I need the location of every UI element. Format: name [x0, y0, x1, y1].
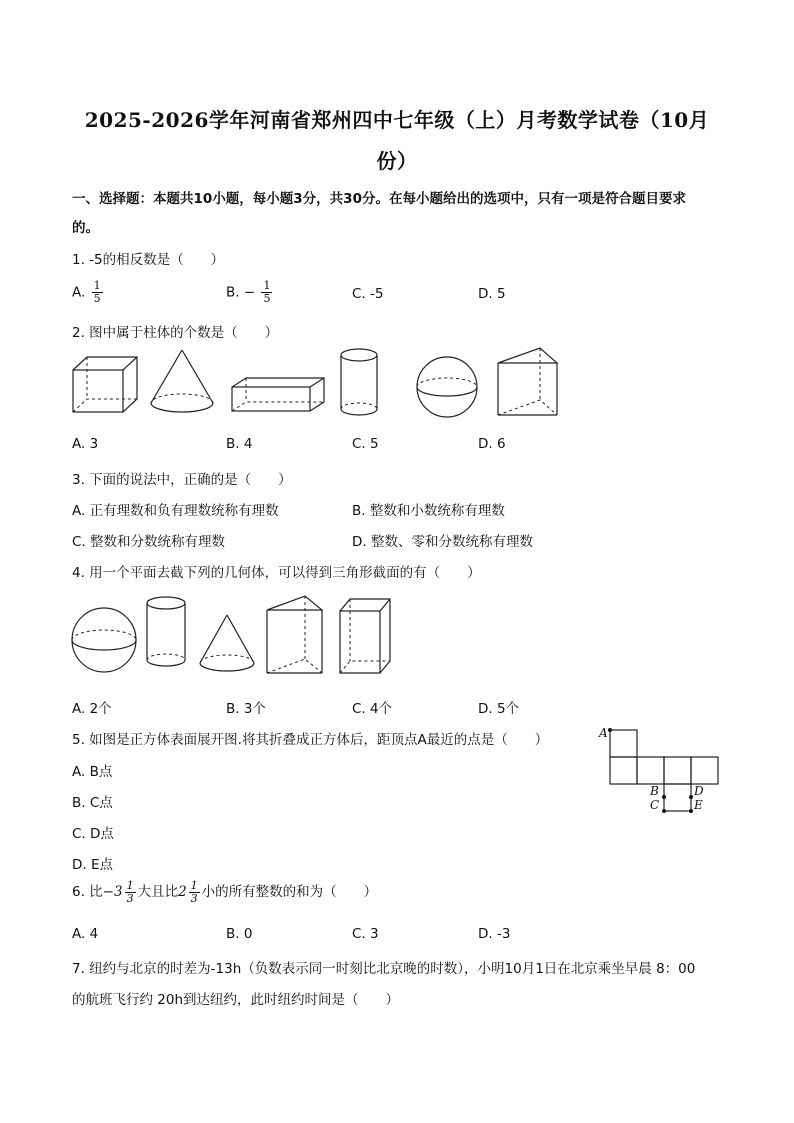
q3-option-c: C. 整数和分数统称有理数: [72, 534, 226, 550]
q1-a-prefix: A.: [72, 284, 86, 301]
q2-stem: 2. 图中属于柱体的个数是（ ）: [72, 325, 279, 341]
q7-stem-line1: 7. 纽约与北京的时差为-13h（负数表示同一时刻比北京晚的时数），小明10月1日在北京乘坐早晨 8：00: [72, 961, 696, 977]
section-heading-cont: 的。: [72, 220, 99, 236]
q2-option-b: B. 4: [226, 436, 253, 452]
q1-b-sign: −: [243, 284, 256, 301]
q6-stem: [72, 880, 377, 905]
triangular-prism-icon: [498, 348, 557, 415]
q5-option-a: A. B点: [72, 764, 113, 780]
q6-mixed-number-2: 2 $\frac{1}{3}$: [178, 879, 198, 905]
q6-option-a: A. 4: [72, 926, 99, 942]
cone-icon: [200, 615, 254, 671]
q6-stem-post: 小的所有整数的和为（ ）: [201, 884, 378, 900]
q1-b-prefix: B.: [226, 284, 240, 301]
q3-stem: 3. 下面的说法中，正确的是（ ）: [72, 472, 292, 488]
triangular-prism-icon: [267, 596, 322, 673]
q5-option-d: D. E点: [72, 857, 114, 873]
q5-stem: 5. 如图是正方体表面展开图.将其折叠成正方体后，距顶点A最近的点是（ ）: [72, 732, 549, 748]
q5-label-d: D: [694, 784, 704, 798]
q2-option-c: C. 5: [352, 436, 379, 452]
q4-option-c: C. 4个: [352, 701, 393, 717]
q4-stem: 4. 用一个平面去截下列的几何体，可以得到三角形截面的有（ ）: [72, 565, 481, 581]
q1-option-c: C. -5: [352, 286, 384, 302]
q6-stem-mid: 大且比: [137, 884, 179, 900]
q4-solids-figure: [70, 593, 400, 683]
q6-stem-pre: 6. 比: [72, 884, 103, 900]
q5-cube-net-figure: [596, 725, 726, 817]
section-heading: 一、选择题：本题共10小题，每小题3分，共30分。在每小题给出的选项中，只有一项是符合题目要求: [72, 191, 686, 207]
q3-option-b: B. 整数和小数统称有理数: [352, 503, 505, 519]
q3-option-a: A. 正有理数和负有理数统称有理数: [72, 503, 279, 519]
q6-option-b: B. 0: [226, 926, 253, 942]
q1-option-b: [226, 280, 274, 305]
q6-option-d: D. -3: [478, 926, 511, 942]
q2-option-a: A. 3: [72, 436, 99, 452]
cylinder-icon: [147, 597, 185, 666]
page-title-line2: 份）: [376, 149, 418, 173]
q7-stem-line2: 的航班飞行约 20h到达纽约，此时纽约时间是（ ）: [72, 992, 400, 1008]
q2-option-d: D. 6: [478, 436, 506, 452]
cylinder-icon: [341, 349, 377, 415]
q5-option-c: C. D点: [72, 826, 114, 842]
q5-label-b: B: [650, 784, 659, 798]
q5-label-e: E: [694, 798, 703, 812]
q3-option-d: D. 整数、零和分数统称有理数: [352, 534, 533, 550]
q1-stem: 1. -5的相反数是（ ）: [72, 252, 225, 268]
q4-option-a: A. 2个: [72, 701, 112, 717]
page-title-line1: 2025-2026学年河南省郑州四中七年级（上）月考数学试卷（10月: [84, 108, 710, 132]
q4-option-b: B. 3个: [226, 701, 266, 717]
q2-solids-figure: [70, 345, 570, 425]
q5-label-c: C: [650, 798, 660, 812]
cube-icon: [73, 357, 137, 412]
q6-mixed-number-1: −3 $\frac{1}{3}$: [102, 879, 134, 905]
q6-option-c: C. 3: [352, 926, 379, 942]
sphere-icon: [417, 357, 477, 417]
q1-b-fraction: $\frac{1}{5}$: [263, 279, 271, 305]
sphere-icon: [72, 608, 136, 672]
q5-label-a: A: [599, 726, 608, 740]
cuboid-icon: [232, 378, 324, 411]
q1-option-d: D. 5: [478, 286, 506, 302]
cube-icon: [340, 599, 390, 673]
q1-option-a: [72, 280, 105, 305]
q5-option-b: B. C点: [72, 795, 113, 811]
q1-a-fraction: $\frac{1}{5}$: [93, 279, 101, 305]
q4-option-d: D. 5个: [478, 701, 520, 717]
cone-icon: [151, 350, 213, 412]
